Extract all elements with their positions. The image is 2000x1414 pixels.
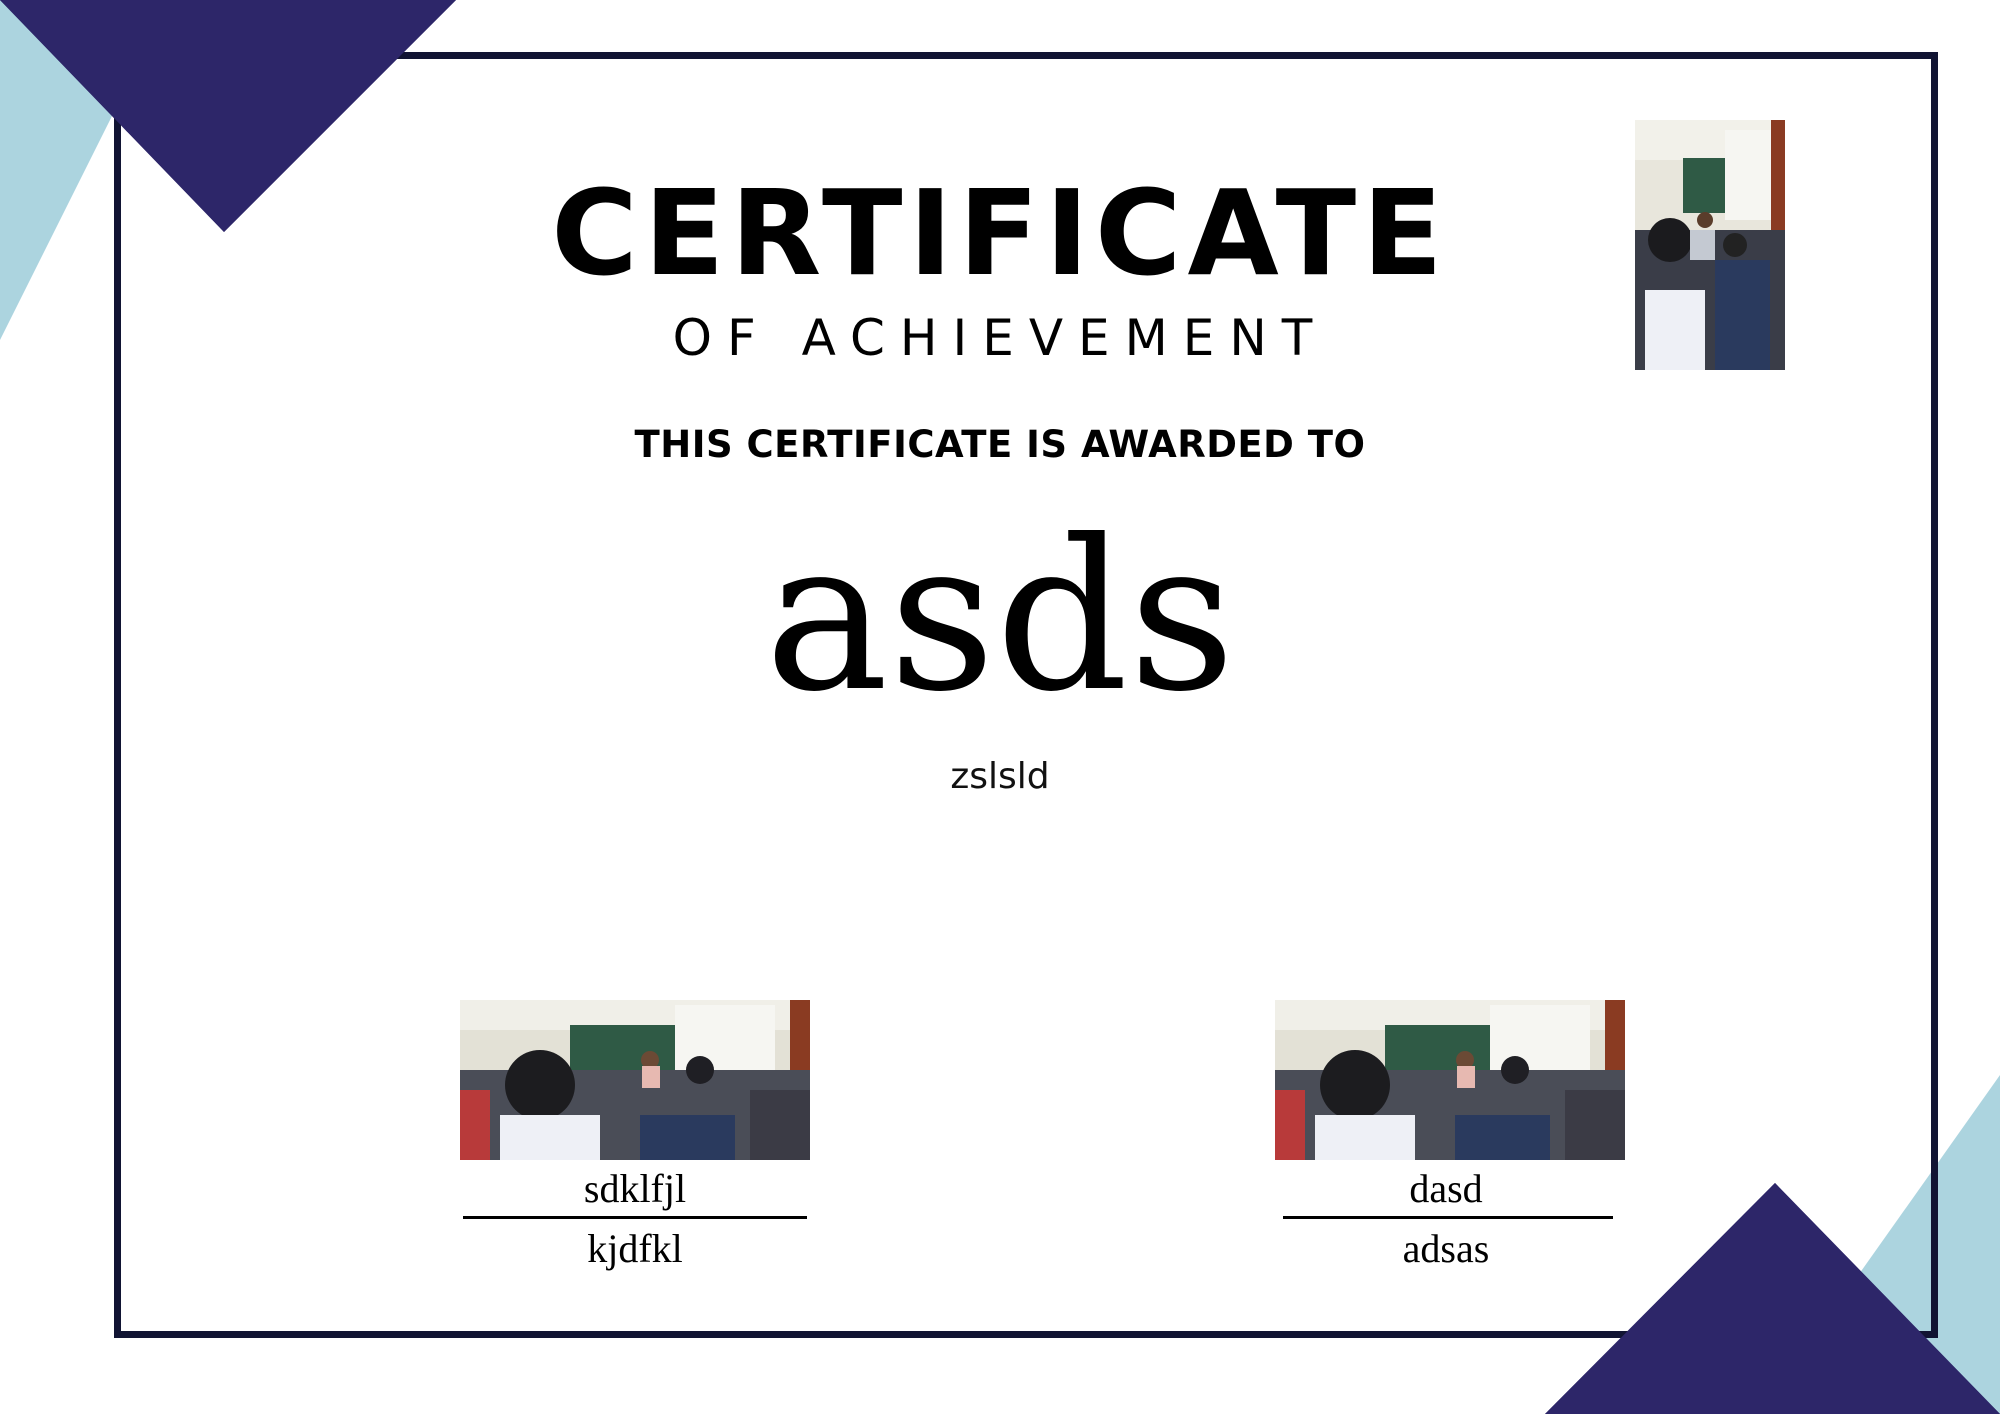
signatory-2-name: dasd [1409, 1166, 1483, 1211]
certificate-subtitle: OF ACHIEVEMENT [672, 309, 1328, 367]
signatory-1-title: kjdfkl [587, 1226, 683, 1271]
classroom-photo-portrait [1635, 120, 1785, 370]
signatory-2-title: adsas [1402, 1226, 1490, 1271]
certificate-title: CERTIFICATE [551, 164, 1449, 302]
signatory-1-name: sdklfjl [583, 1166, 687, 1211]
bottom-right-navy-overlay [1545, 1183, 2000, 1414]
recipient-name: asds [764, 496, 1236, 738]
signatory-2-photo [1275, 1000, 1625, 1160]
signatory-1-line [463, 1216, 807, 1219]
signatory-1-photo [460, 1000, 810, 1160]
signatory-2-line [1283, 1216, 1613, 1219]
awarded-to-text: THIS CERTIFICATE IS AWARDED TO [634, 423, 1366, 466]
certificate-description: zslsld [950, 756, 1050, 797]
